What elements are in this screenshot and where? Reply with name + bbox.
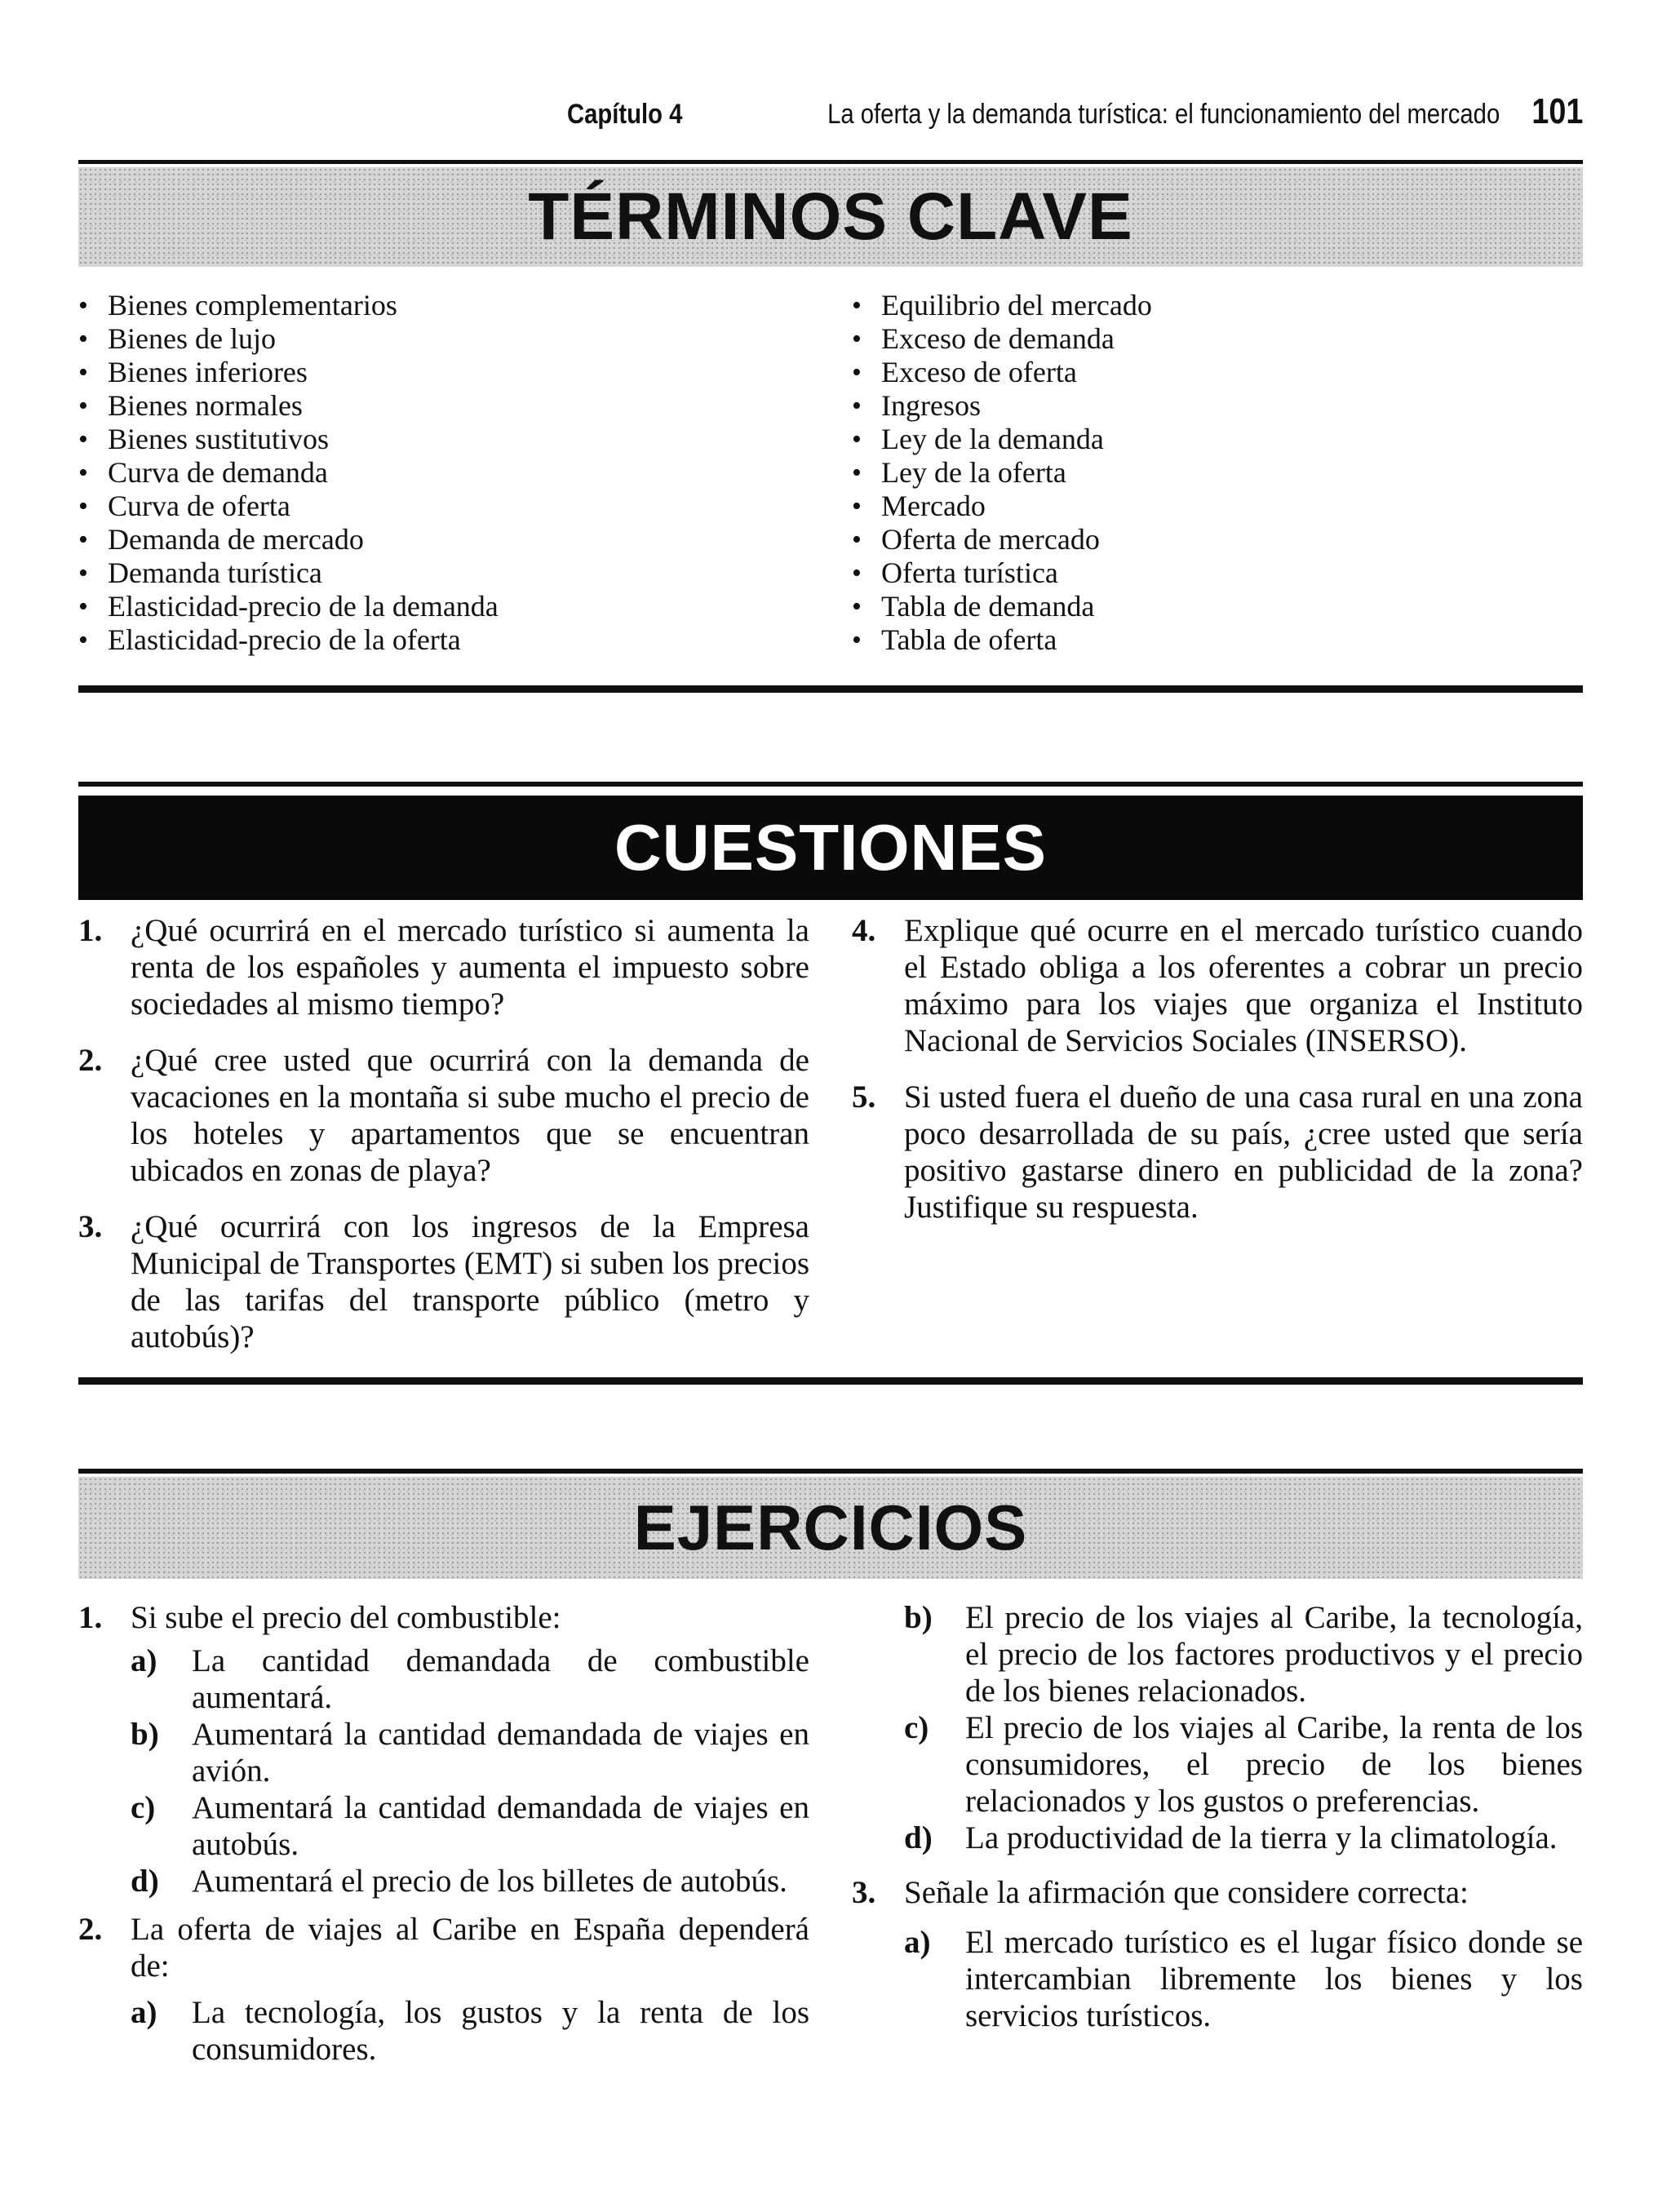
question-item <box>78 1208 809 1355</box>
question-item <box>78 912 809 1022</box>
ejercicios-banner <box>78 1477 1583 1579</box>
question-text: ¿Qué ocurrirá en el mercado turístico si aumenta la renta de los españoles y aumenta el impuesto sobre sociedades al mismo tiempo? <box>131 913 809 1022</box>
option-item <box>131 1789 809 1863</box>
question-number: 1. <box>78 913 103 948</box>
option-letter: d) <box>904 1820 933 1855</box>
exercise-options-continued <box>852 1599 1583 1856</box>
term-item: • Elasticidad-precio de la demanda <box>78 590 813 623</box>
option-letter: a) <box>131 1995 157 2030</box>
option-text: El mercado turístico es el lugar físico donde se intercambian libremente los bienes y los servicios turísticos. <box>965 1925 1583 2033</box>
exercise-item <box>78 1599 809 1636</box>
ejercicios-left-column <box>78 1599 809 2068</box>
question-text: Si usted fuera el dueño de una casa rural en una zona poco desarrollada de su país, ¿cree usted que sería positivo gastarse dinero en publicidad de la zona? Justifique su respuesta. <box>904 1079 1583 1225</box>
exercise-options <box>78 1642 809 1899</box>
term-item: • Oferta de mercado <box>852 523 1570 556</box>
option-text: El precio de los viajes al Caribe, la renta de los consumidores, el precio de los bienes relacionados y los gustos o preferencias. <box>965 1710 1583 1819</box>
option-letter: a) <box>131 1643 157 1678</box>
option-item <box>904 1599 1583 1709</box>
term-item: • Demanda turística <box>78 556 813 590</box>
term-item: • Elasticidad-precio de la oferta <box>78 623 813 657</box>
page-number: 101 <box>1531 91 1583 131</box>
option-text: El precio de los viajes al Caribe, la tecnología, el precio de los factores productivos y el precio de los bienes relacionados. <box>965 1600 1583 1709</box>
question-text: ¿Qué cree usted que ocurrirá con la demanda de vacaciones en la montaña si sube mucho el precio de los hoteles y apartamentos que se encuentran ubicados en zonas de playa? <box>131 1043 809 1188</box>
running-header <box>78 91 1583 132</box>
terminos-left-column <box>78 289 813 657</box>
chapter-label: Capítulo 4 <box>567 99 683 130</box>
exercise-options <box>78 1994 809 2068</box>
cuestiones-left-column <box>78 912 809 1355</box>
exercise-number: 3. <box>852 1875 876 1910</box>
term-item: • Exceso de demanda <box>852 322 1570 356</box>
cuestiones-banner <box>78 796 1583 900</box>
term-item: • Exceso de oferta <box>852 356 1570 389</box>
option-text: La cantidad demandada de combustible aumentará. <box>192 1643 809 1715</box>
cuestiones-bottom-rule <box>78 1377 1583 1385</box>
question-text: Explique qué ocurre en el mercado turístico cuando el Estado obliga a los oferentes a cobrar un precio máximo para los viajes que organiza el Instituto Nacional de Servicios Sociales (INSERSO). <box>904 913 1583 1058</box>
term-item: • Bienes inferiores <box>78 356 813 389</box>
option-letter: c) <box>904 1710 929 1745</box>
chapter-title: La oferta y la demanda turística: el funcionamiento del mercado <box>827 99 1500 130</box>
question-number: 3. <box>78 1209 103 1244</box>
exercise-options <box>852 1924 1583 2034</box>
term-item: • Oferta turística <box>852 556 1570 590</box>
term-item: • Bienes normales <box>78 389 813 423</box>
exercise-stem: Si sube el precio del combustible: <box>131 1600 561 1635</box>
option-letter: b) <box>904 1600 933 1635</box>
question-number: 5. <box>852 1079 876 1115</box>
option-item <box>131 1994 809 2068</box>
option-text: La tecnología, los gustos y la renta de los consumidores. <box>192 1995 809 2067</box>
term-item: • Tabla de oferta <box>852 623 1570 657</box>
cuestiones-top-rule <box>78 782 1583 787</box>
option-letter: b) <box>131 1717 159 1752</box>
term-item: • Bienes sustitutivos <box>78 423 813 456</box>
term-item: • Bienes complementarios <box>78 289 813 322</box>
term-item: • Curva de demanda <box>78 456 813 490</box>
cuestiones-right-column <box>852 912 1583 1226</box>
question-number: 4. <box>852 913 876 948</box>
question-item <box>852 1079 1583 1226</box>
question-text: ¿Qué ocurrirá con los ingresos de la Empresa Municipal de Transportes (EMT) si suben los precios de las tarifas del transporte público (metro y autobús)? <box>131 1209 809 1354</box>
option-item <box>904 1709 1583 1820</box>
question-item <box>852 912 1583 1059</box>
option-item <box>131 1863 809 1899</box>
option-item <box>904 1820 1583 1856</box>
option-letter: c) <box>131 1790 156 1825</box>
term-item: • Demanda de mercado <box>78 523 813 556</box>
option-letter: d) <box>131 1864 159 1899</box>
terminos-bottom-rule <box>78 685 1583 693</box>
option-text: Aumentará la cantidad demandada de viajes en autobús. <box>192 1790 809 1862</box>
terminos-heading: TÉRMINOS CLAVE <box>528 180 1133 254</box>
term-item: • Ley de la demanda <box>852 423 1570 456</box>
term-item: • Equilibrio del mercado <box>852 289 1570 322</box>
option-text: Aumentará la cantidad demandada de viajes en avión. <box>192 1717 809 1789</box>
ejercicios-heading: EJERCICIOS <box>633 1492 1028 1563</box>
option-text: Aumentará el precio de los billetes de autobús. <box>192 1864 787 1899</box>
term-item: • Ley de la oferta <box>852 456 1570 490</box>
option-item <box>131 1642 809 1716</box>
terminos-banner <box>78 167 1583 267</box>
option-text: La productividad de la tierra y la climatología. <box>965 1820 1558 1855</box>
terminos-top-rule <box>78 160 1583 164</box>
term-item: • Ingresos <box>852 389 1570 423</box>
ejercicios-right-column <box>852 1599 1583 2034</box>
exercise-number: 2. <box>78 1912 103 1947</box>
exercise-item <box>78 1911 809 1984</box>
option-letter: a) <box>904 1925 931 1960</box>
exercise-number: 1. <box>78 1600 103 1635</box>
exercise-stem: Señale la afirmación que considere correcta: <box>904 1875 1469 1910</box>
ejercicios-top-rule <box>78 1469 1583 1474</box>
question-item <box>78 1042 809 1189</box>
term-item: • Tabla de demanda <box>852 590 1570 623</box>
question-number: 2. <box>78 1043 103 1078</box>
option-item <box>131 1716 809 1789</box>
term-item: • Mercado <box>852 490 1570 523</box>
term-item: • Curva de oferta <box>78 490 813 523</box>
exercise-item <box>852 1874 1583 1911</box>
cuestiones-heading: CUESTIONES <box>614 811 1048 884</box>
option-item <box>904 1924 1583 2034</box>
terminos-right-column <box>852 289 1570 657</box>
term-item: • Bienes de lujo <box>78 322 813 356</box>
exercise-stem: La oferta de viajes al Caribe en España dependerá de: <box>131 1912 809 1984</box>
